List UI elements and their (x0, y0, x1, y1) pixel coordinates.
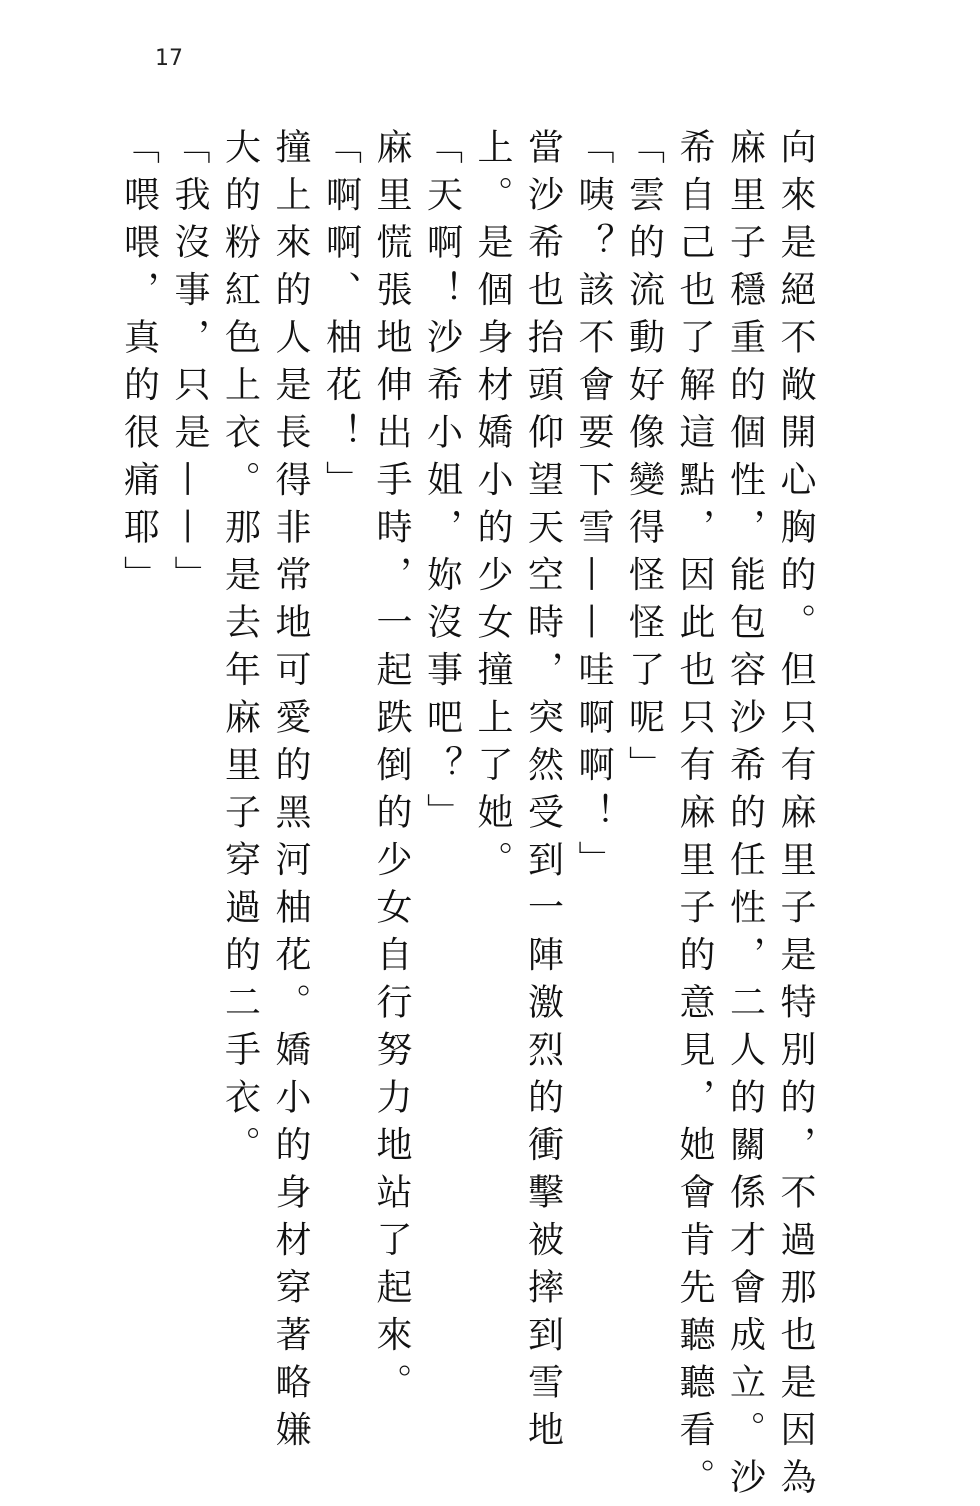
dialogue-column: 「天啊！沙希小姐，妳沒事吧？」 (421, 128, 463, 841)
text-column: 大的粉紅色上衣。那是去年麻里子穿過的二手衣。 (219, 128, 261, 1173)
dialogue-column: 「雲的流動好像變得怪怪了呢」 (623, 128, 665, 793)
dialogue-column: 「咦？該不會要下雪——哇啊啊！」 (573, 128, 614, 888)
text-column: 當沙希也抬頭仰望天空時，突然受到一陣激烈的衝擊被摔到雪地 (522, 128, 564, 1458)
text-column: 向來是絕不敞開心胸的。但只有麻里子是特別的，不過那也是因為 (775, 128, 816, 1506)
text-column: 麻里子穩重的個性，能包容沙希的任性，二人的關係才會成立。沙 (724, 128, 766, 1506)
body-text (113, 128, 820, 1506)
text-column: 希自己也了解這點，因此也只有麻里子的意見，她會肯先聽聽看。 (674, 128, 715, 1506)
text-column: 上。是個身材嬌小的少女撞上了她。 (472, 128, 513, 888)
text-column: 麻里慌張地伸出手時，一起跌倒的少女自行努力地站了起來。 (371, 128, 412, 1411)
page-number: 17 (155, 46, 183, 71)
dialogue-column: 「啊啊、柚花！」 (320, 128, 362, 508)
dialogue-column: 「喂喂，真的很痛耶」 (118, 128, 160, 603)
text-column: 撞上來的人是長得非常地可愛的黑河柚花。嬌小的身材穿著略嫌 (270, 128, 311, 1458)
dialogue-column: 「我沒事，只是——」 (169, 128, 210, 603)
